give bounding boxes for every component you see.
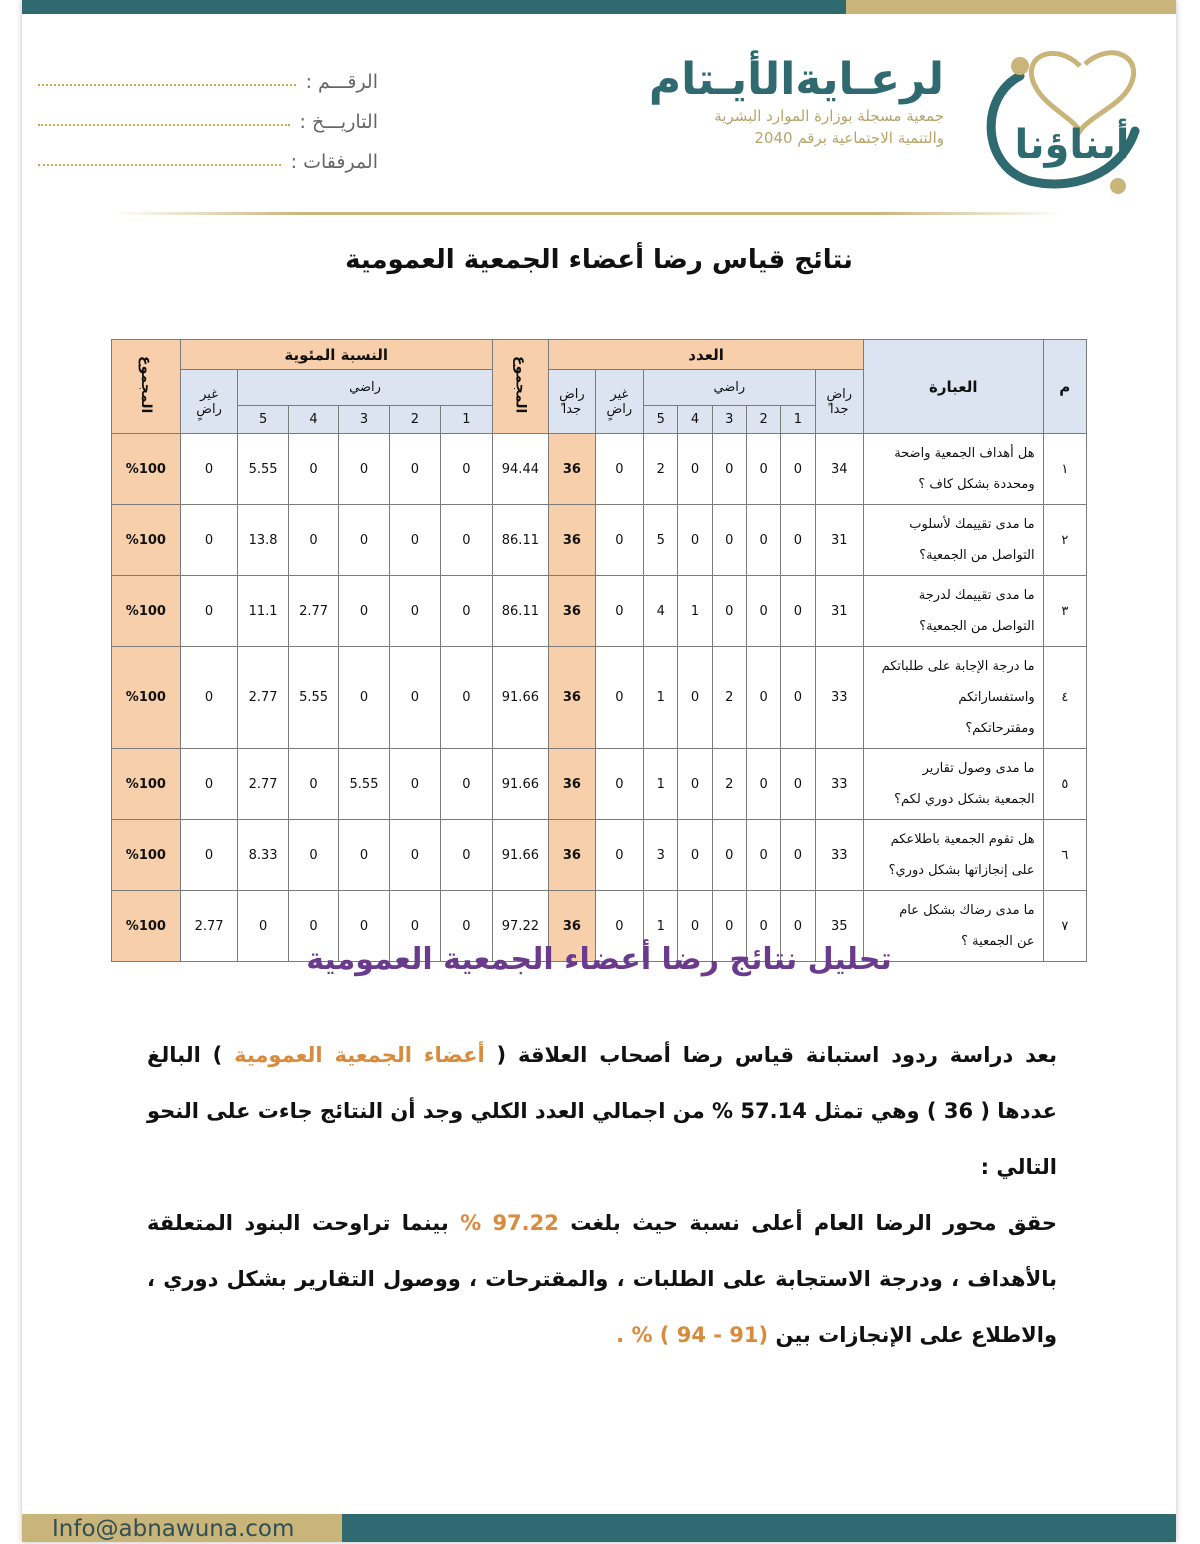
number-field <box>38 62 378 102</box>
row-statement <box>864 749 1044 820</box>
header-count-total-label: المجموع <box>512 355 529 414</box>
logo-subtitle-2: والتنمية الاجتماعية برقم 2040 <box>754 129 944 147</box>
row-statement <box>864 576 1044 647</box>
row-statement <box>864 647 1044 749</box>
header-count-group: العدد <box>549 340 864 370</box>
top-bar-gold <box>846 0 1176 14</box>
field-label: المرفقات : <box>290 151 378 173</box>
row-number: ٣ <box>1043 576 1086 647</box>
pct-level-1: 0 <box>441 505 492 576</box>
pct-level-2: 0 <box>389 891 440 962</box>
header-pct-satisfied: راضي <box>238 370 492 406</box>
count-level-4: 0 <box>678 505 712 576</box>
count-level-1: 0 <box>781 647 815 749</box>
pct-level-1: 0 <box>441 820 492 891</box>
highlight-range: (91 - 94 ) % . <box>616 1323 769 1347</box>
results-table-body <box>112 434 1087 962</box>
row-statement <box>864 820 1044 891</box>
footer-teal <box>342 1514 1176 1542</box>
statement-line: التواصل من الجمعية؟ <box>919 619 1035 634</box>
count-level-3: 2 <box>712 749 746 820</box>
footer-bar <box>22 1514 1176 1542</box>
row-number: ٤ <box>1043 647 1086 749</box>
count-level-4: 0 <box>678 647 712 749</box>
header-count-level-3: 3 <box>712 406 746 434</box>
count-very-satisfied: 31 <box>815 576 863 647</box>
page-title: نتائج قياس رضا أعضاء الجمعية العمومية <box>345 245 853 275</box>
pct-very-satisfied: 91.66 <box>492 749 549 820</box>
header-count-satisfied: راضي <box>644 370 815 406</box>
paragraph-text: بينما تراوحت البنود المتعلقة بالأهداف ، ودرجة الاستجابة على الطلبات ، والمقترحات ، ووصول التقارير بشكل دوري ، والاطلاع على الإنجازات بين <box>147 1211 1057 1347</box>
pct-level-4: 0 <box>288 505 338 576</box>
count-very-satisfied: 33 <box>815 749 863 820</box>
pct-level-2: 0 <box>389 505 440 576</box>
analysis-paragraph-1 <box>147 1027 1057 1195</box>
pct-not-satisfied: 0 <box>180 434 238 505</box>
pct-level-5: 5.55 <box>238 434 288 505</box>
count-level-5: 3 <box>644 820 678 891</box>
count-level-2: 0 <box>746 749 780 820</box>
date-field <box>38 102 378 142</box>
count-level-4: 0 <box>678 891 712 962</box>
row-statement <box>864 434 1044 505</box>
pct-not-satisfied: 0 <box>180 576 238 647</box>
header-count-not-satisfied: غير راضٍ <box>595 370 643 434</box>
count-total: 36 <box>549 749 596 820</box>
statement-line: التواصل من الجمعية؟ <box>919 548 1035 563</box>
pct-level-2: 0 <box>389 434 440 505</box>
pct-level-2: 0 <box>389 820 440 891</box>
pct-total: %100 <box>112 647 181 749</box>
pct-level-3: 0 <box>339 576 389 647</box>
pct-very-satisfied: 94.44 <box>492 434 549 505</box>
count-total: 36 <box>549 576 596 647</box>
pct-not-satisfied: 0 <box>180 749 238 820</box>
abnawuna-logo-icon <box>960 36 1160 206</box>
pct-level-5: 0 <box>238 891 288 962</box>
field-dots <box>38 164 281 166</box>
count-level-5: 4 <box>644 576 678 647</box>
pct-level-4: 0 <box>288 434 338 505</box>
header-percent-total-label: المجموع <box>137 355 154 414</box>
statement-line: واستفساراتكم <box>958 690 1035 705</box>
header-pct-level-2: 2 <box>389 406 440 434</box>
count-level-3: 2 <box>712 647 746 749</box>
pct-level-5: 13.8 <box>238 505 288 576</box>
pct-level-1: 0 <box>441 576 492 647</box>
field-label: التاريـــخ : <box>299 111 378 133</box>
count-level-5: 1 <box>644 647 678 749</box>
count-level-3: 0 <box>712 576 746 647</box>
count-very-satisfied: 33 <box>815 820 863 891</box>
pct-level-2: 0 <box>389 749 440 820</box>
count-level-4: 0 <box>678 434 712 505</box>
pct-level-4: 2.77 <box>288 576 338 647</box>
statement-line: على إنجازاتها بشكل دوري؟ <box>888 863 1035 878</box>
top-color-bar <box>22 0 1176 14</box>
logo-title: لرعـايةالأيـتام <box>648 54 944 105</box>
header-divider <box>112 212 1066 215</box>
count-total: 36 <box>549 647 596 749</box>
pct-very-satisfied: 86.11 <box>492 576 549 647</box>
letter-fields <box>38 62 378 182</box>
row-number: ٧ <box>1043 891 1086 962</box>
pct-level-5: 2.77 <box>238 749 288 820</box>
pct-total: %100 <box>112 891 181 962</box>
statement-line: ما مدى تقييمك لدرجة <box>918 588 1035 603</box>
pct-level-3: 0 <box>339 505 389 576</box>
pct-level-2: 0 <box>389 647 440 749</box>
results-table <box>111 339 1087 962</box>
pct-level-3: 0 <box>339 434 389 505</box>
statement-line: ما مدى تقييمك لأسلوب <box>909 517 1035 532</box>
count-level-5: 1 <box>644 749 678 820</box>
count-level-4: 0 <box>678 820 712 891</box>
attachments-field <box>38 142 378 182</box>
letterhead <box>22 14 1176 214</box>
count-level-1: 0 <box>781 820 815 891</box>
pct-level-5: 8.33 <box>238 820 288 891</box>
count-level-1: 0 <box>781 505 815 576</box>
count-level-3: 0 <box>712 505 746 576</box>
count-total: 36 <box>549 505 596 576</box>
count-total: 36 <box>549 434 596 505</box>
pct-very-satisfied: 91.66 <box>492 647 549 749</box>
paragraph-text: حقق محور الرضا العام أعلى نسبة حيث بلغت <box>558 1211 1058 1235</box>
pct-level-4: 0 <box>288 891 338 962</box>
table-row <box>112 434 1087 505</box>
highlight-overall-percent: 97.22 % <box>460 1211 559 1235</box>
count-level-2: 0 <box>746 820 780 891</box>
logo-subtitle-1: جمعية مسجلة بوزارة الموارد البشرية <box>714 107 944 125</box>
count-level-4: 0 <box>678 749 712 820</box>
pct-not-satisfied: 0 <box>180 820 238 891</box>
pct-not-satisfied: 0 <box>180 505 238 576</box>
header-count-level-1: 1 <box>781 406 815 434</box>
logo-word: أبناؤنا <box>1014 122 1130 168</box>
header-count-very-satisfied: راضٍ جدا <box>815 370 863 434</box>
count-level-3: 0 <box>712 891 746 962</box>
pct-level-1: 0 <box>441 647 492 749</box>
field-dots <box>38 124 290 126</box>
pct-level-3: 0 <box>339 820 389 891</box>
pct-not-satisfied: 2.77 <box>180 891 238 962</box>
pct-level-1: 0 <box>441 749 492 820</box>
statement-line: هل تقوم الجمعية باطلاعكم <box>890 832 1035 847</box>
count-not-satisfied: 0 <box>595 749 643 820</box>
pct-level-1: 0 <box>441 891 492 962</box>
pct-very-satisfied: 97.22 <box>492 891 549 962</box>
count-very-satisfied: 31 <box>815 505 863 576</box>
count-level-4: 1 <box>678 576 712 647</box>
pct-total: %100 <box>112 576 181 647</box>
count-level-5: 1 <box>644 891 678 962</box>
header-pct-very-satisfied: راضٍ جدا <box>549 370 596 434</box>
count-level-2: 0 <box>746 647 780 749</box>
header-count-level-5: 5 <box>644 406 678 434</box>
statement-line: ما مدى رضاك بشكل عام <box>899 903 1035 918</box>
count-total: 36 <box>549 820 596 891</box>
row-number: ٢ <box>1043 505 1086 576</box>
count-not-satisfied: 0 <box>595 434 643 505</box>
pct-level-3: 5.55 <box>339 749 389 820</box>
header-pct-level-4: 4 <box>288 406 338 434</box>
table-row <box>112 820 1087 891</box>
count-not-satisfied: 0 <box>595 820 643 891</box>
row-number: ٥ <box>1043 749 1086 820</box>
count-level-2: 0 <box>746 891 780 962</box>
statement-line: ما درجة الإجابة على طلباتكم <box>881 659 1035 674</box>
pct-very-satisfied: 86.11 <box>492 505 549 576</box>
count-level-2: 0 <box>746 505 780 576</box>
field-label: الرقـــم : <box>305 71 378 93</box>
count-level-5: 2 <box>644 434 678 505</box>
pct-total: %100 <box>112 749 181 820</box>
statement-line: الجمعية بشكل دوري لكم؟ <box>894 792 1035 807</box>
count-very-satisfied: 33 <box>815 647 863 749</box>
top-bar-teal <box>22 0 846 14</box>
pct-very-satisfied: 91.66 <box>492 820 549 891</box>
statement-line: عن الجمعية ؟ <box>961 934 1035 949</box>
pct-level-5: 11.1 <box>238 576 288 647</box>
header-pct-level-3: 3 <box>339 406 389 434</box>
header-pct-not-satisfied: غير راضٍ <box>180 370 238 434</box>
count-very-satisfied: 35 <box>815 891 863 962</box>
count-level-1: 0 <box>781 434 815 505</box>
header-percent-total <box>112 340 181 434</box>
header-count-total <box>492 340 549 434</box>
row-number: ١ <box>1043 434 1086 505</box>
row-number: ٦ <box>1043 820 1086 891</box>
count-level-2: 0 <box>746 434 780 505</box>
count-not-satisfied: 0 <box>595 891 643 962</box>
pct-total: %100 <box>112 820 181 891</box>
count-very-satisfied: 34 <box>815 434 863 505</box>
statement-line: ومقترحاتكم؟ <box>965 721 1035 736</box>
table-row <box>112 576 1087 647</box>
count-level-5: 5 <box>644 505 678 576</box>
count-level-1: 0 <box>781 749 815 820</box>
count-not-satisfied: 0 <box>595 647 643 749</box>
count-level-1: 0 <box>781 891 815 962</box>
footer-email-link[interactable]: Info@abnawuna.com <box>52 1516 295 1542</box>
statement-line: هل أهداف الجمعية واضحة <box>894 446 1035 461</box>
count-not-satisfied: 0 <box>595 576 643 647</box>
analysis-paragraph-2 <box>147 1195 1057 1363</box>
count-level-2: 0 <box>746 576 780 647</box>
count-not-satisfied: 0 <box>595 505 643 576</box>
pct-level-4: 0 <box>288 820 338 891</box>
highlight-members: أعضاء الجمعية العمومية <box>234 1043 485 1067</box>
header-number: م <box>1043 340 1086 434</box>
pct-total: %100 <box>112 505 181 576</box>
count-total: 36 <box>549 891 596 962</box>
pct-level-3: 0 <box>339 891 389 962</box>
pct-level-2: 0 <box>389 576 440 647</box>
header-pct-level-5: 5 <box>238 406 288 434</box>
analysis-title: تحليل نتائج رضا أعضاء الجمعية العمومية <box>306 942 892 977</box>
table-row <box>112 647 1087 749</box>
paragraph-text: ) البالغ عددها ( 36 ) وهي تمثل 57.14 % من اجمالي العدد الكلي وجد أن النتائج جاءت على النحو التالي : <box>147 1043 1057 1179</box>
pct-level-4: 0 <box>288 749 338 820</box>
pct-total: %100 <box>112 434 181 505</box>
count-level-3: 0 <box>712 434 746 505</box>
statement-line: ما مدى وصول تقارير <box>922 761 1035 776</box>
table-row <box>112 505 1087 576</box>
header-count-level-2: 2 <box>746 406 780 434</box>
paragraph-text: بعد دراسة ردود استبانة قياس رضا أصحاب العلاقة ( <box>484 1043 1057 1067</box>
logo-text <box>649 54 944 149</box>
document-page <box>22 0 1176 1542</box>
header-percent-group: النسبة المئوية <box>180 340 492 370</box>
pct-level-5: 2.77 <box>238 647 288 749</box>
table-row <box>112 749 1087 820</box>
pct-not-satisfied: 0 <box>180 647 238 749</box>
count-level-3: 0 <box>712 820 746 891</box>
header-pct-level-1: 1 <box>441 406 492 434</box>
field-dots <box>38 84 296 86</box>
pct-level-4: 5.55 <box>288 647 338 749</box>
header-count-level-4: 4 <box>678 406 712 434</box>
pct-level-3: 0 <box>339 647 389 749</box>
header-statement: العبارة <box>864 340 1044 434</box>
pct-level-1: 0 <box>441 434 492 505</box>
count-level-1: 0 <box>781 576 815 647</box>
statement-line: ومحددة بشكل كاف ؟ <box>918 477 1035 492</box>
row-statement <box>864 505 1044 576</box>
